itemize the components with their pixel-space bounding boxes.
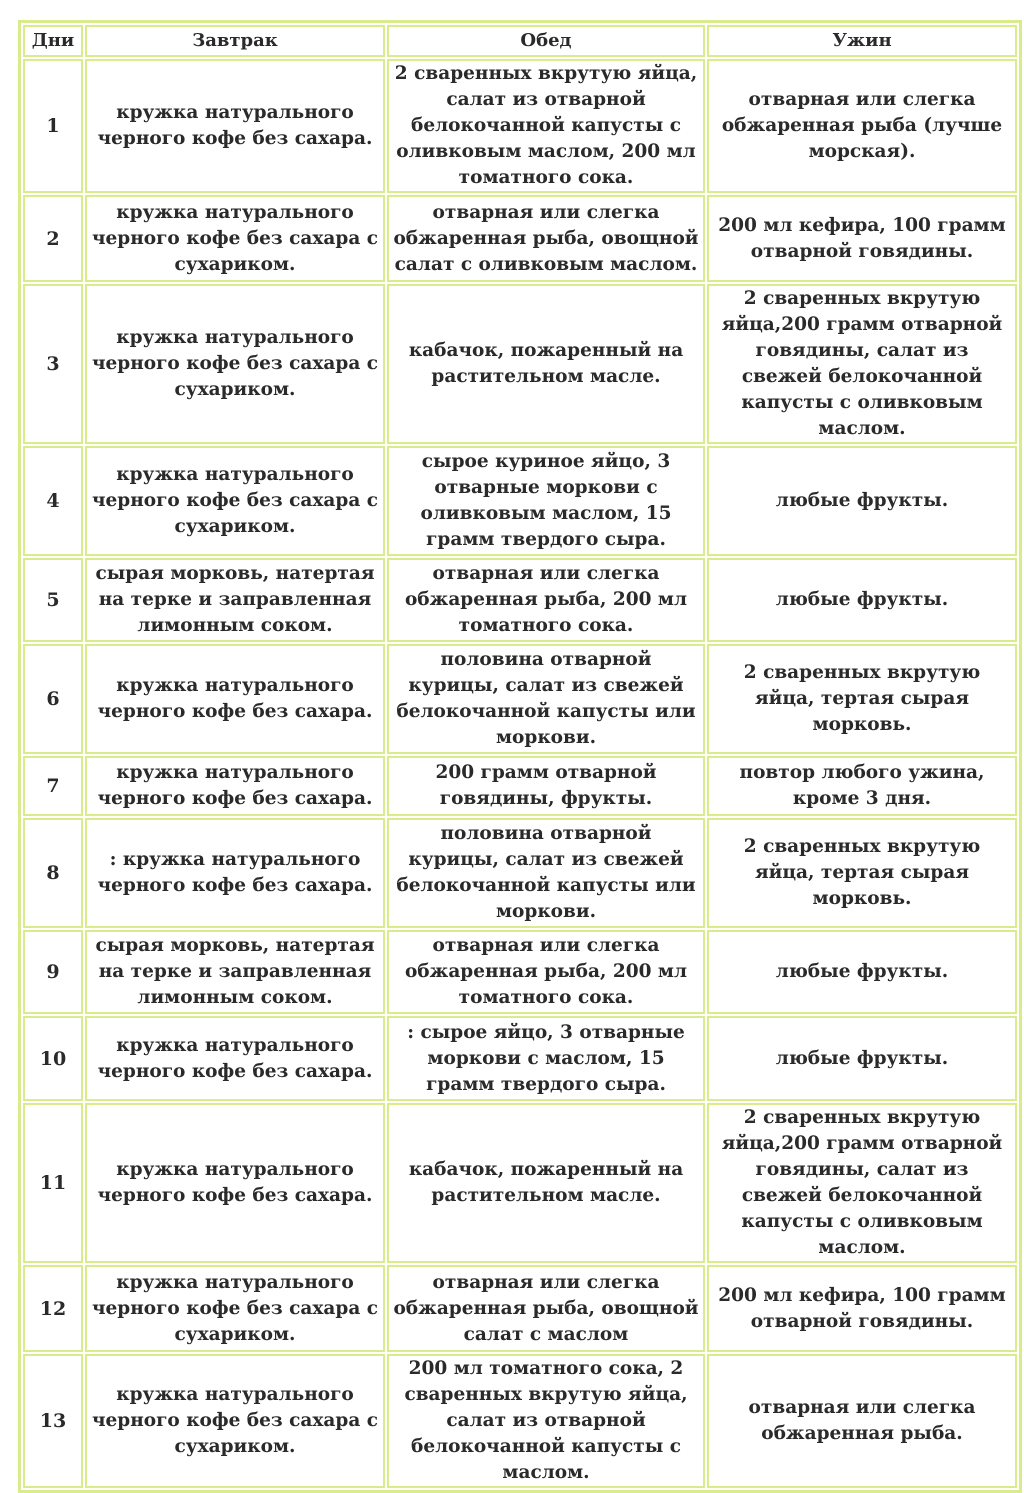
table-row: [23, 818, 1017, 928]
breakfast-cell: кружка натурального черного кофе без сахара с сухариком.: [85, 446, 385, 556]
table-row: [23, 1354, 1017, 1488]
header-breakfast: Завтрак: [85, 25, 385, 57]
day-number: 1: [23, 59, 83, 193]
lunch-cell: 200 грамм отварной говядины, фрукты.: [387, 756, 705, 816]
dinner-cell: повтор любого ужина, кроме 3 дня.: [707, 756, 1017, 816]
table-row: [23, 59, 1017, 193]
breakfast-cell: кружка натурального черного кофе без сахара с сухариком.: [85, 1265, 385, 1352]
day-number: 7: [23, 756, 83, 816]
dinner-cell: 200 мл кефира, 100 грамм отварной говядины.: [707, 1265, 1017, 1352]
table-row: [23, 284, 1017, 444]
dinner-cell: любые фрукты.: [707, 446, 1017, 556]
breakfast-cell: кружка натурального черного кофе без сахара.: [85, 756, 385, 816]
dinner-cell: отварная или слегка обжаренная рыба.: [707, 1354, 1017, 1488]
dinner-cell: любые фрукты.: [707, 1016, 1017, 1101]
breakfast-cell: кружка натурального черного кофе без сахара с сухариком.: [85, 195, 385, 282]
lunch-cell: половина отварной курицы, салат из свежей белокочанной капусты или моркови.: [387, 818, 705, 928]
breakfast-cell: кружка натурального черного кофе без сахара.: [85, 1103, 385, 1263]
diet-plan-sheet: [18, 20, 1014, 1483]
lunch-cell: отварная или слегка обжаренная рыба, овощной салат с оливковым маслом.: [387, 195, 705, 282]
day-number: 6: [23, 644, 83, 754]
day-number: 9: [23, 930, 83, 1014]
table-row: [23, 644, 1017, 754]
day-number: 13: [23, 1354, 83, 1488]
lunch-cell: сырое куриное яйцо, 3 отварные моркови с оливковым маслом, 15 грамм твердого сыра.: [387, 446, 705, 556]
dinner-cell: 2 сваренных вкрутую яйца, тертая сырая морковь.: [707, 818, 1017, 928]
table-row: [23, 558, 1017, 642]
lunch-cell: половина отварной курицы, салат из свежей белокочанной капусты или моркови.: [387, 644, 705, 754]
breakfast-cell: сырая морковь, натертая на терке и заправленная лимонным соком.: [85, 558, 385, 642]
header-lunch: Обед: [387, 25, 705, 57]
lunch-cell: кабачок, пожаренный на растительном масле.: [387, 284, 705, 444]
lunch-cell: : сырое яйцо, 3 отварные моркови с маслом, 15 грамм твердого сыра.: [387, 1016, 705, 1101]
dinner-cell: 2 сваренных вкрутую яйца,200 грамм отварной говядины, салат из свежей белокочанной капусты с оливковым маслом.: [707, 284, 1017, 444]
table-row: [23, 1016, 1017, 1101]
lunch-cell: отварная или слегка обжаренная рыба, овощной салат с маслом: [387, 1265, 705, 1352]
lunch-cell: 2 сваренных вкрутую яйца, салат из отварной белокочанной капусты с оливковым маслом, 200 мл томатного сока.: [387, 59, 705, 193]
lunch-cell: кабачок, пожаренный на растительном масле.: [387, 1103, 705, 1263]
day-number: 12: [23, 1265, 83, 1352]
dinner-cell: отварная или слегка обжаренная рыба (лучше морская).: [707, 59, 1017, 193]
dinner-cell: 200 мл кефира, 100 грамм отварной говядины.: [707, 195, 1017, 282]
day-number: 5: [23, 558, 83, 642]
header-dinner: Ужин: [707, 25, 1017, 57]
header-days: Дни: [23, 25, 83, 57]
lunch-cell: отварная или слегка обжаренная рыба, 200 мл томатного сока.: [387, 558, 705, 642]
breakfast-cell: сырая морковь, натертая на терке и заправленная лимонным соком.: [85, 930, 385, 1014]
day-number: 3: [23, 284, 83, 444]
breakfast-cell: кружка натурального черного кофе без сахара с сухариком.: [85, 284, 385, 444]
table-row: [23, 1265, 1017, 1352]
breakfast-cell: кружка натурального черного кофе без сахара.: [85, 59, 385, 193]
dinner-cell: 2 сваренных вкрутую яйца, тертая сырая морковь.: [707, 644, 1017, 754]
breakfast-cell: кружка натурального черного кофе без сахара.: [85, 1016, 385, 1101]
day-number: 4: [23, 446, 83, 556]
day-number: 10: [23, 1016, 83, 1101]
table-row: [23, 1103, 1017, 1263]
lunch-cell: отварная или слегка обжаренная рыба, 200 мл томатного сока.: [387, 930, 705, 1014]
table-row: [23, 930, 1017, 1014]
day-number: 2: [23, 195, 83, 282]
breakfast-cell: : кружка натурального черного кофе без сахара.: [85, 818, 385, 928]
table-row: [23, 446, 1017, 556]
header-row: [23, 25, 1017, 57]
breakfast-cell: кружка натурального черного кофе без сахара с сухариком.: [85, 1354, 385, 1488]
table-row: [23, 195, 1017, 282]
dinner-cell: любые фрукты.: [707, 930, 1017, 1014]
day-number: 8: [23, 818, 83, 928]
dinner-cell: любые фрукты.: [707, 558, 1017, 642]
diet-table: [18, 20, 1022, 1493]
dinner-cell: 2 сваренных вкрутую яйца,200 грамм отварной говядины, салат из свежей белокочанной капусты с оливковым маслом.: [707, 1103, 1017, 1263]
table-row: [23, 756, 1017, 816]
day-number: 11: [23, 1103, 83, 1263]
lunch-cell: 200 мл томатного сока, 2 сваренных вкрутую яйца, салат из отварной белокочанной капусты с маслом.: [387, 1354, 705, 1488]
breakfast-cell: кружка натурального черного кофе без сахара.: [85, 644, 385, 754]
